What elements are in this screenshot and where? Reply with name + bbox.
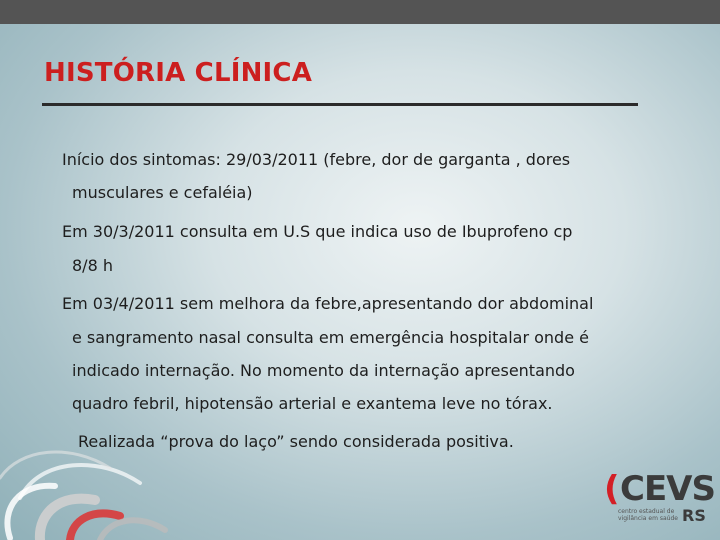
logo-mark: ( [604,469,620,509]
body-line-1: Início dos sintomas: 29/03/2011 (febre, dor de garganta , dores [62,150,571,169]
cevs-logo-icon [604,469,715,532]
logo-region: RS [682,506,706,525]
body-line-3: Em 30/3/2011 consulta em U.S que indica uso de Ibuprofeno cp [62,222,573,241]
body-line-4: 8/8 h [72,256,113,275]
body-line-5: Em 03/4/2011 sem melhora da febre,apresentando dor abdominal [62,294,594,313]
logo-tagline: centro estadual de vigilância em saúde [618,508,678,522]
decorative-swirl-icon [0,438,180,540]
title-underline [42,103,638,106]
slide-title: HISTÓRIA CLÍNICA [44,58,313,88]
body-line-2: musculares e cefaléia) [72,183,253,202]
body-line-9: Realizada “prova do laço” sendo considerada positiva. [78,432,514,451]
top-bar [0,0,720,24]
body-line-6: e sangramento nasal consulta em emergência hospitalar onde é [72,328,589,347]
logo-name: CEVS [620,469,715,509]
body-line-7: indicado internação. No momento da internação apresentando [72,361,575,380]
body-line-8: quadro febril, hipotensão arterial e exantema leve no tórax. [72,394,553,413]
